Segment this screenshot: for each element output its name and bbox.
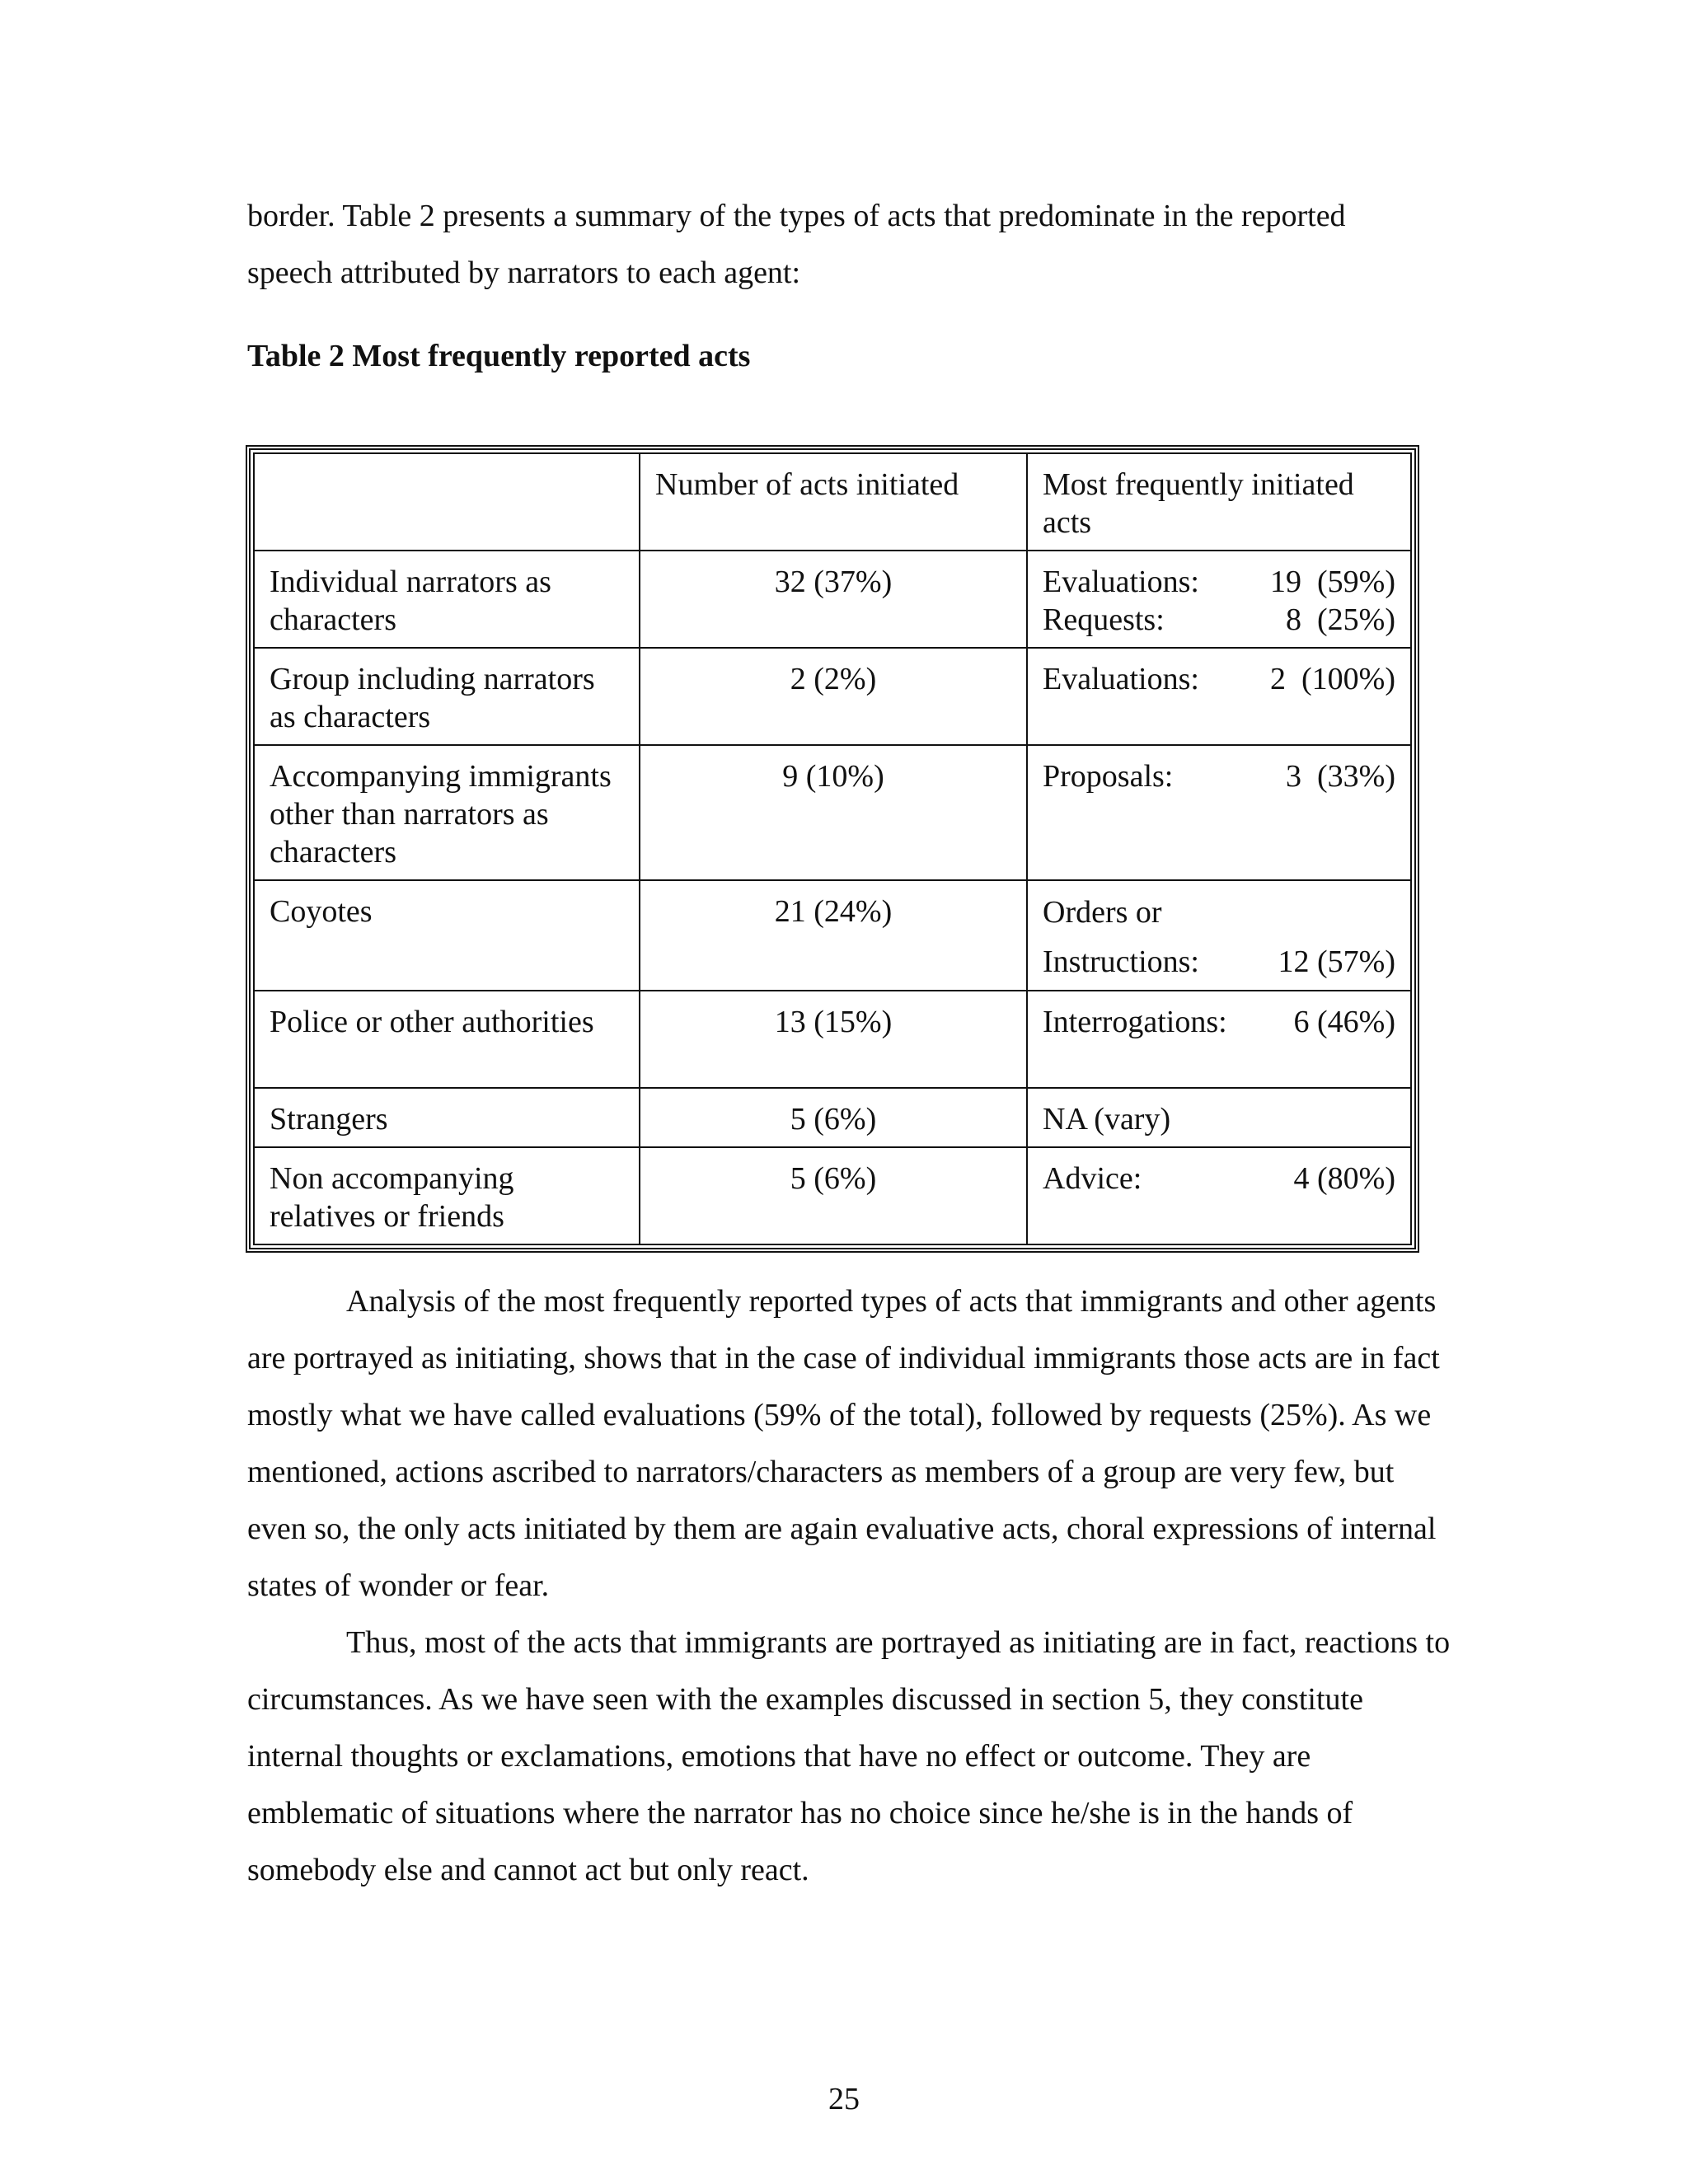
act-label: Evaluations: [1043, 565, 1199, 599]
row-agent: Non accompanying relatives or friends [254, 1147, 640, 1244]
row-acts [1027, 648, 1411, 745]
acts-table [246, 445, 1419, 1253]
row-agent: Strangers [254, 1088, 640, 1147]
act-value: 4 (80%) [1293, 1161, 1395, 1196]
act-value: 8 (25%) [1286, 602, 1395, 637]
act-value: 2 (100%) [1270, 662, 1395, 696]
body-paragraph-1: Analysis of the most frequently reported types of acts that immigrants and other agents are portrayed as initiating, shows that in the case of individual immigrants those acts are in fact mostly what we have called evaluations (59% of the total), followed by requests (25%). As we mentioned, actions ascribed to narrators/characters as members of a group are very few, but even so, the only acts initiated by them are again evaluative acts, choral expressions of internal states of wonder or fear. [247, 1284, 1440, 1603]
row-agent: Group including narrators as characters [254, 648, 640, 745]
row-agent: Coyotes [254, 880, 640, 991]
act-value: 3 (33%) [1286, 759, 1395, 794]
row-agent: Police or other authorities [254, 991, 640, 1088]
table-row [254, 1088, 1411, 1147]
act-label: Advice: [1043, 1161, 1142, 1196]
intro-line-2: speech attributed by narrators to each agent: [247, 255, 801, 290]
table-row [254, 991, 1411, 1088]
header-acts: Most frequently initiated acts [1027, 453, 1411, 551]
act-value [1170, 1100, 1395, 1138]
row-acts [1027, 880, 1411, 991]
row-count: 5 (6%) [640, 1147, 1027, 1244]
act-value [1162, 888, 1395, 937]
act-label: NA (vary) [1043, 1102, 1171, 1137]
table-header-row [254, 453, 1411, 551]
row-count: 21 (24%) [640, 880, 1027, 991]
intro-text [247, 188, 1451, 302]
header-count: Number of acts initiated [640, 453, 1027, 551]
table-row [254, 880, 1411, 991]
act-label: Proposals: [1043, 759, 1174, 794]
act-label: Orders or [1043, 895, 1162, 930]
row-acts [1027, 1088, 1411, 1147]
act-label: Evaluations: [1043, 662, 1199, 696]
body-text [247, 1273, 1451, 1899]
row-agent: Accompanying immigrants other than narrators as characters [254, 745, 640, 880]
table-row [254, 745, 1411, 880]
table-row [254, 1147, 1411, 1244]
table-row [254, 551, 1411, 648]
header-agent [254, 453, 640, 551]
act-label: Interrogations: [1043, 1005, 1227, 1039]
row-count: 9 (10%) [640, 745, 1027, 880]
body-paragraph-2: Thus, most of the acts that immigrants are portrayed as initiating are in fact, reactions to circumstances. As we have seen with the examples discussed in section 5, they constitute internal thoughts or exclamations, emotions that have no effect or outcome. They are emblematic of situations where the narrator has no choice since he/she is in the hands of somebody else and cannot act but only react. [247, 1625, 1451, 1887]
row-count: 13 (15%) [640, 991, 1027, 1088]
page-number: 25 [828, 2082, 860, 2116]
row-count: 2 (2%) [640, 648, 1027, 745]
row-count: 32 (37%) [640, 551, 1027, 648]
row-acts [1027, 991, 1411, 1088]
row-acts [1027, 551, 1411, 648]
row-acts [1027, 1147, 1411, 1244]
table-row [254, 648, 1411, 745]
row-acts [1027, 745, 1411, 880]
act-label: Instructions: [1043, 944, 1199, 979]
act-label: Requests: [1043, 602, 1165, 637]
act-value: 12 (57%) [1278, 944, 1395, 979]
act-value: 6 (46%) [1293, 1005, 1395, 1039]
row-count: 5 (6%) [640, 1088, 1027, 1147]
row-agent: Individual narrators as characters [254, 551, 640, 648]
table-caption: Table 2 Most frequently reported acts [247, 339, 751, 373]
act-value: 19 (59%) [1270, 565, 1395, 599]
intro-line-1: border. Table 2 presents a summary of the types of acts that predominate in the reported [247, 199, 1346, 233]
